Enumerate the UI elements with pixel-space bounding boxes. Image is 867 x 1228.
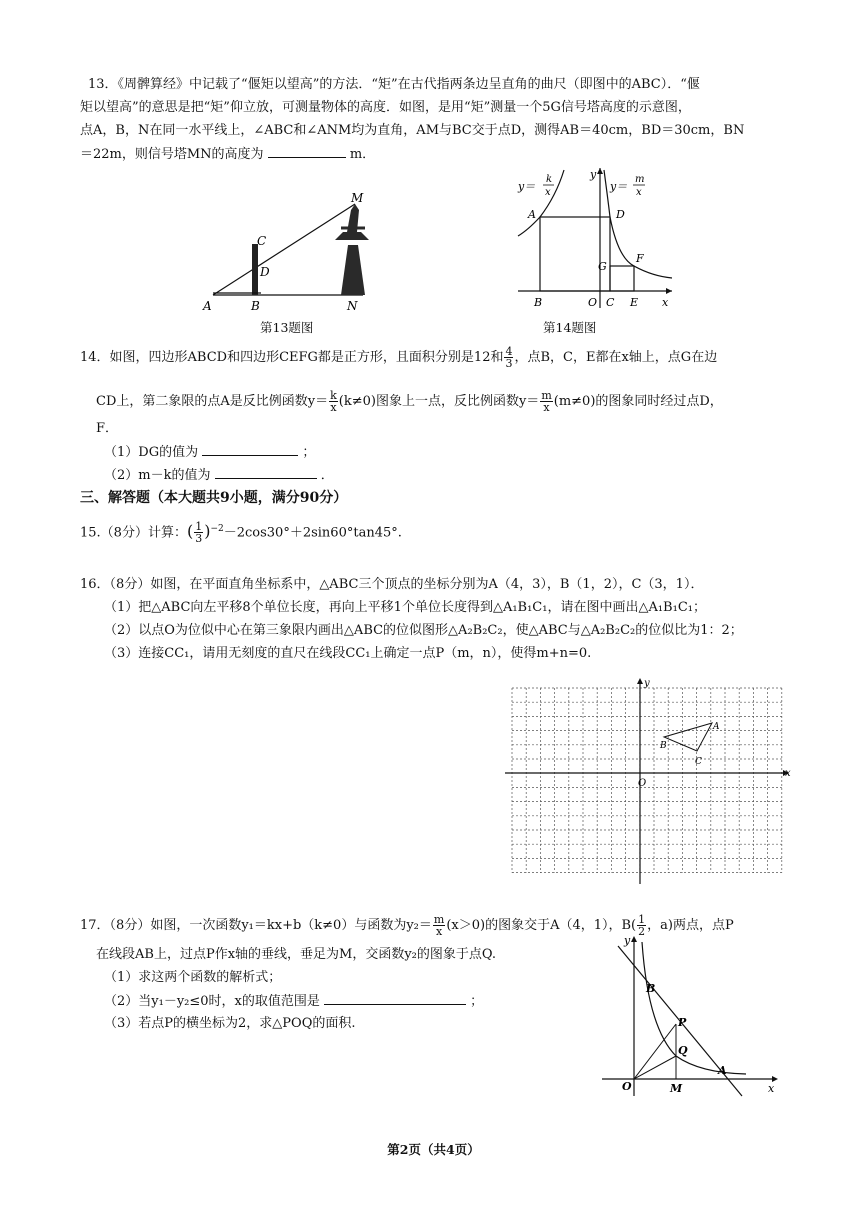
q16-line1: 16．（8分）如图，在平面直角坐标系中，△ABC三个顶点的坐标分别为A（4，3），B（1，2），C（3，1）． (80, 577, 704, 592)
q14-m-den: x (543, 401, 550, 414)
q16-label-C: C (695, 757, 702, 767)
q17-sub2-end: ； (470, 994, 484, 1009)
q16-label-x: x (785, 768, 791, 779)
q17-label-A: A (718, 1064, 727, 1077)
q16-sub3: （3）连接CC₁，请用无刻度的直尺在线段CC₁上确定一点P（m，n），使得m+n=0. (104, 646, 592, 661)
q17-m-fraction (433, 914, 445, 937)
q15-frac-num: 1 (195, 520, 203, 534)
q14-k-den: x (330, 401, 337, 414)
q14-label-F: F (636, 252, 644, 265)
q15-frac-den: 3 (195, 532, 203, 546)
q17-label-M: M (670, 1082, 683, 1095)
q13-label-C: C (257, 234, 267, 248)
q14-label-y: y (590, 168, 597, 181)
q15-fraction (194, 521, 203, 544)
q16-label-B: B (660, 741, 667, 751)
q14-m-fraction (540, 390, 552, 413)
q14-label-m: m (635, 174, 645, 185)
q17-sub2-text: （2）当y₁－y₂≤0时，x的取值范围是 (104, 994, 320, 1009)
q14-label-x2: x (636, 187, 642, 198)
q13-caption: 第13题图 (260, 320, 314, 335)
q14-sub1-end: ； (302, 445, 316, 460)
q14-sub2-blank[interactable] (215, 466, 317, 479)
q16-coordinate-grid (505, 676, 795, 886)
q16-sub1: （1）把△ABC向左平移8个单位长度，再向上平移1个单位长度得到△A₁B₁C₁，请在图中画出△A₁B₁C₁； (104, 600, 706, 615)
q17-label-x: x (768, 1082, 775, 1095)
q15-line (80, 520, 402, 544)
q17-sub3: （3）若点P的横坐标为2，求△POQ的面积. (104, 1016, 356, 1031)
q17-line1-text-a: 17．（8分）如图，一次函数y₁＝kx+b（k≠0）与函数为y₂＝ (80, 918, 432, 933)
q17-b-num: 1 (638, 913, 646, 926)
q17-line1-text-c: ，a)两点，点P (647, 918, 734, 933)
q16-gridlines (512, 688, 782, 873)
q14-line1 (80, 346, 717, 369)
q15-exponent: −2 (210, 524, 224, 534)
q14-sub1-text: （1）DG的值为 (104, 445, 199, 460)
q14-label-x: x (662, 296, 669, 309)
q16-label-O: O (638, 778, 647, 789)
q14-label-yk: y＝ (518, 180, 536, 193)
q14-line2 (96, 390, 723, 413)
q14-label-B: B (534, 296, 543, 309)
page-footer: 第2页（共4页） (387, 1142, 480, 1157)
q14-frac-den: 3 (505, 357, 513, 370)
q17-sub2-blank[interactable] (324, 992, 466, 1005)
q14-label-k: k (546, 174, 553, 185)
q13-answer-blank[interactable] (268, 145, 346, 158)
q14-sub2 (104, 466, 334, 485)
q13-label-B: B (251, 299, 260, 313)
q17-sub2 (104, 992, 483, 1011)
q14-label-x1: x (545, 187, 551, 198)
q17-label-P: P (678, 1016, 687, 1029)
q14-frac-num: 4 (505, 345, 513, 358)
q14-sub1 (104, 443, 315, 462)
q15-rest: －2cos30°＋2sin60°tan45°. (223, 525, 402, 541)
q14-label-C: C (606, 296, 615, 309)
q15-prefix: 15.（8分）计算： (80, 525, 187, 541)
q17-label-O: O (622, 1080, 632, 1093)
q13-label-A: A (203, 299, 212, 313)
q16-label-y: y (644, 678, 650, 689)
q14-line1-text-b: ，点B，C，E都在x轴上，点G在边 (514, 350, 718, 365)
q13-line4-text: ＝22m，则信号塔MN的高度为 (80, 147, 264, 162)
q14-line2-text-b: (k≠0)图象上一点，反比例函数y＝ (338, 394, 540, 409)
q13-line2: 矩以望高”的意思是把“矩”仰立放，可测量物体的高度．如图，是用“矩”测量一个5G信号塔高度的示意图， (80, 100, 691, 115)
q13-line4 (80, 145, 375, 164)
q14-caption: 第14题图 (543, 320, 597, 335)
q13-line4-unit: m． (349, 147, 376, 162)
q17-b-den: 2 (638, 925, 646, 938)
q17-label-Q: Q (678, 1044, 688, 1057)
q13-line1: 13．《周髀算经》中记载了“偃矩以望高”的方法．“矩”在古代指两条边呈直角的曲尺（即图中的ABC）．“偃 (88, 77, 700, 92)
q14-sub1-blank[interactable] (202, 443, 298, 456)
q14-label-O: O (588, 296, 598, 309)
q16-sub2: （2）以点O为位似中心在第三象限内画出△ABC的位似图形△A₂B₂C₂，使△ABC与△A₂B₂C₂的位似比为1：2； (104, 623, 743, 638)
q14-line3: F． (96, 421, 119, 436)
q14-label-D: D (616, 208, 625, 221)
q17-m-den: x (436, 925, 443, 938)
q17-label-B: B (646, 982, 656, 995)
q17-line1-text-b: (x＞0)的图象交于A（4，1），B( (446, 918, 637, 933)
q14-m-num: m (541, 389, 552, 402)
q13-label-D: D (260, 265, 270, 279)
q14-label-E: E (630, 296, 639, 309)
q13-figure (195, 190, 395, 320)
q16-label-A: A (713, 722, 720, 732)
q14-line1-text-a: 14．如图，四边形ABCD和四边形CEFG都是正方形，且面积分别是12和 (80, 350, 504, 365)
q14-figure (512, 160, 682, 310)
q13-line3: 点A，B，N在同一水平线上，∠ABC和∠ANM均为直角，AM与BC交于点D，测得AB＝40cm，BD＝30cm，BN (80, 123, 745, 138)
q14-sub2-text: （2）m－k的值为 (104, 468, 211, 483)
q17-line2: 在线段AB上，过点P作x轴的垂线，垂足为M，交函数y₂的图象于点Q. (96, 947, 497, 962)
q14-line2-text-c: (m≠0)的图象同时经过点D， (553, 394, 723, 409)
q15-paren-open: ( (186, 521, 194, 541)
q14-line2-text-a: CD上，第二象限的点A是反比例函数y＝ (96, 394, 329, 409)
q13-label-N: N (347, 299, 358, 313)
section-3-heading: 三、解答题（本大题共9小题，满分90分） (80, 490, 348, 506)
q13-label-M: M (351, 191, 364, 205)
q14-k-num: k (330, 389, 337, 402)
q17-label-y: y (624, 934, 631, 947)
q17-m-num: m (433, 913, 445, 926)
q14-label-G: G (598, 260, 607, 273)
q14-label-ym: y＝ (610, 180, 628, 193)
q14-sub2-end: ． (320, 468, 334, 483)
q14-area-fraction (504, 346, 513, 369)
q15-paren-close: ) (204, 521, 211, 541)
q17-sub1: （1）求这两个函数的解析式； (104, 970, 282, 985)
q14-label-A: A (528, 208, 536, 221)
q14-k-fraction (329, 390, 338, 413)
